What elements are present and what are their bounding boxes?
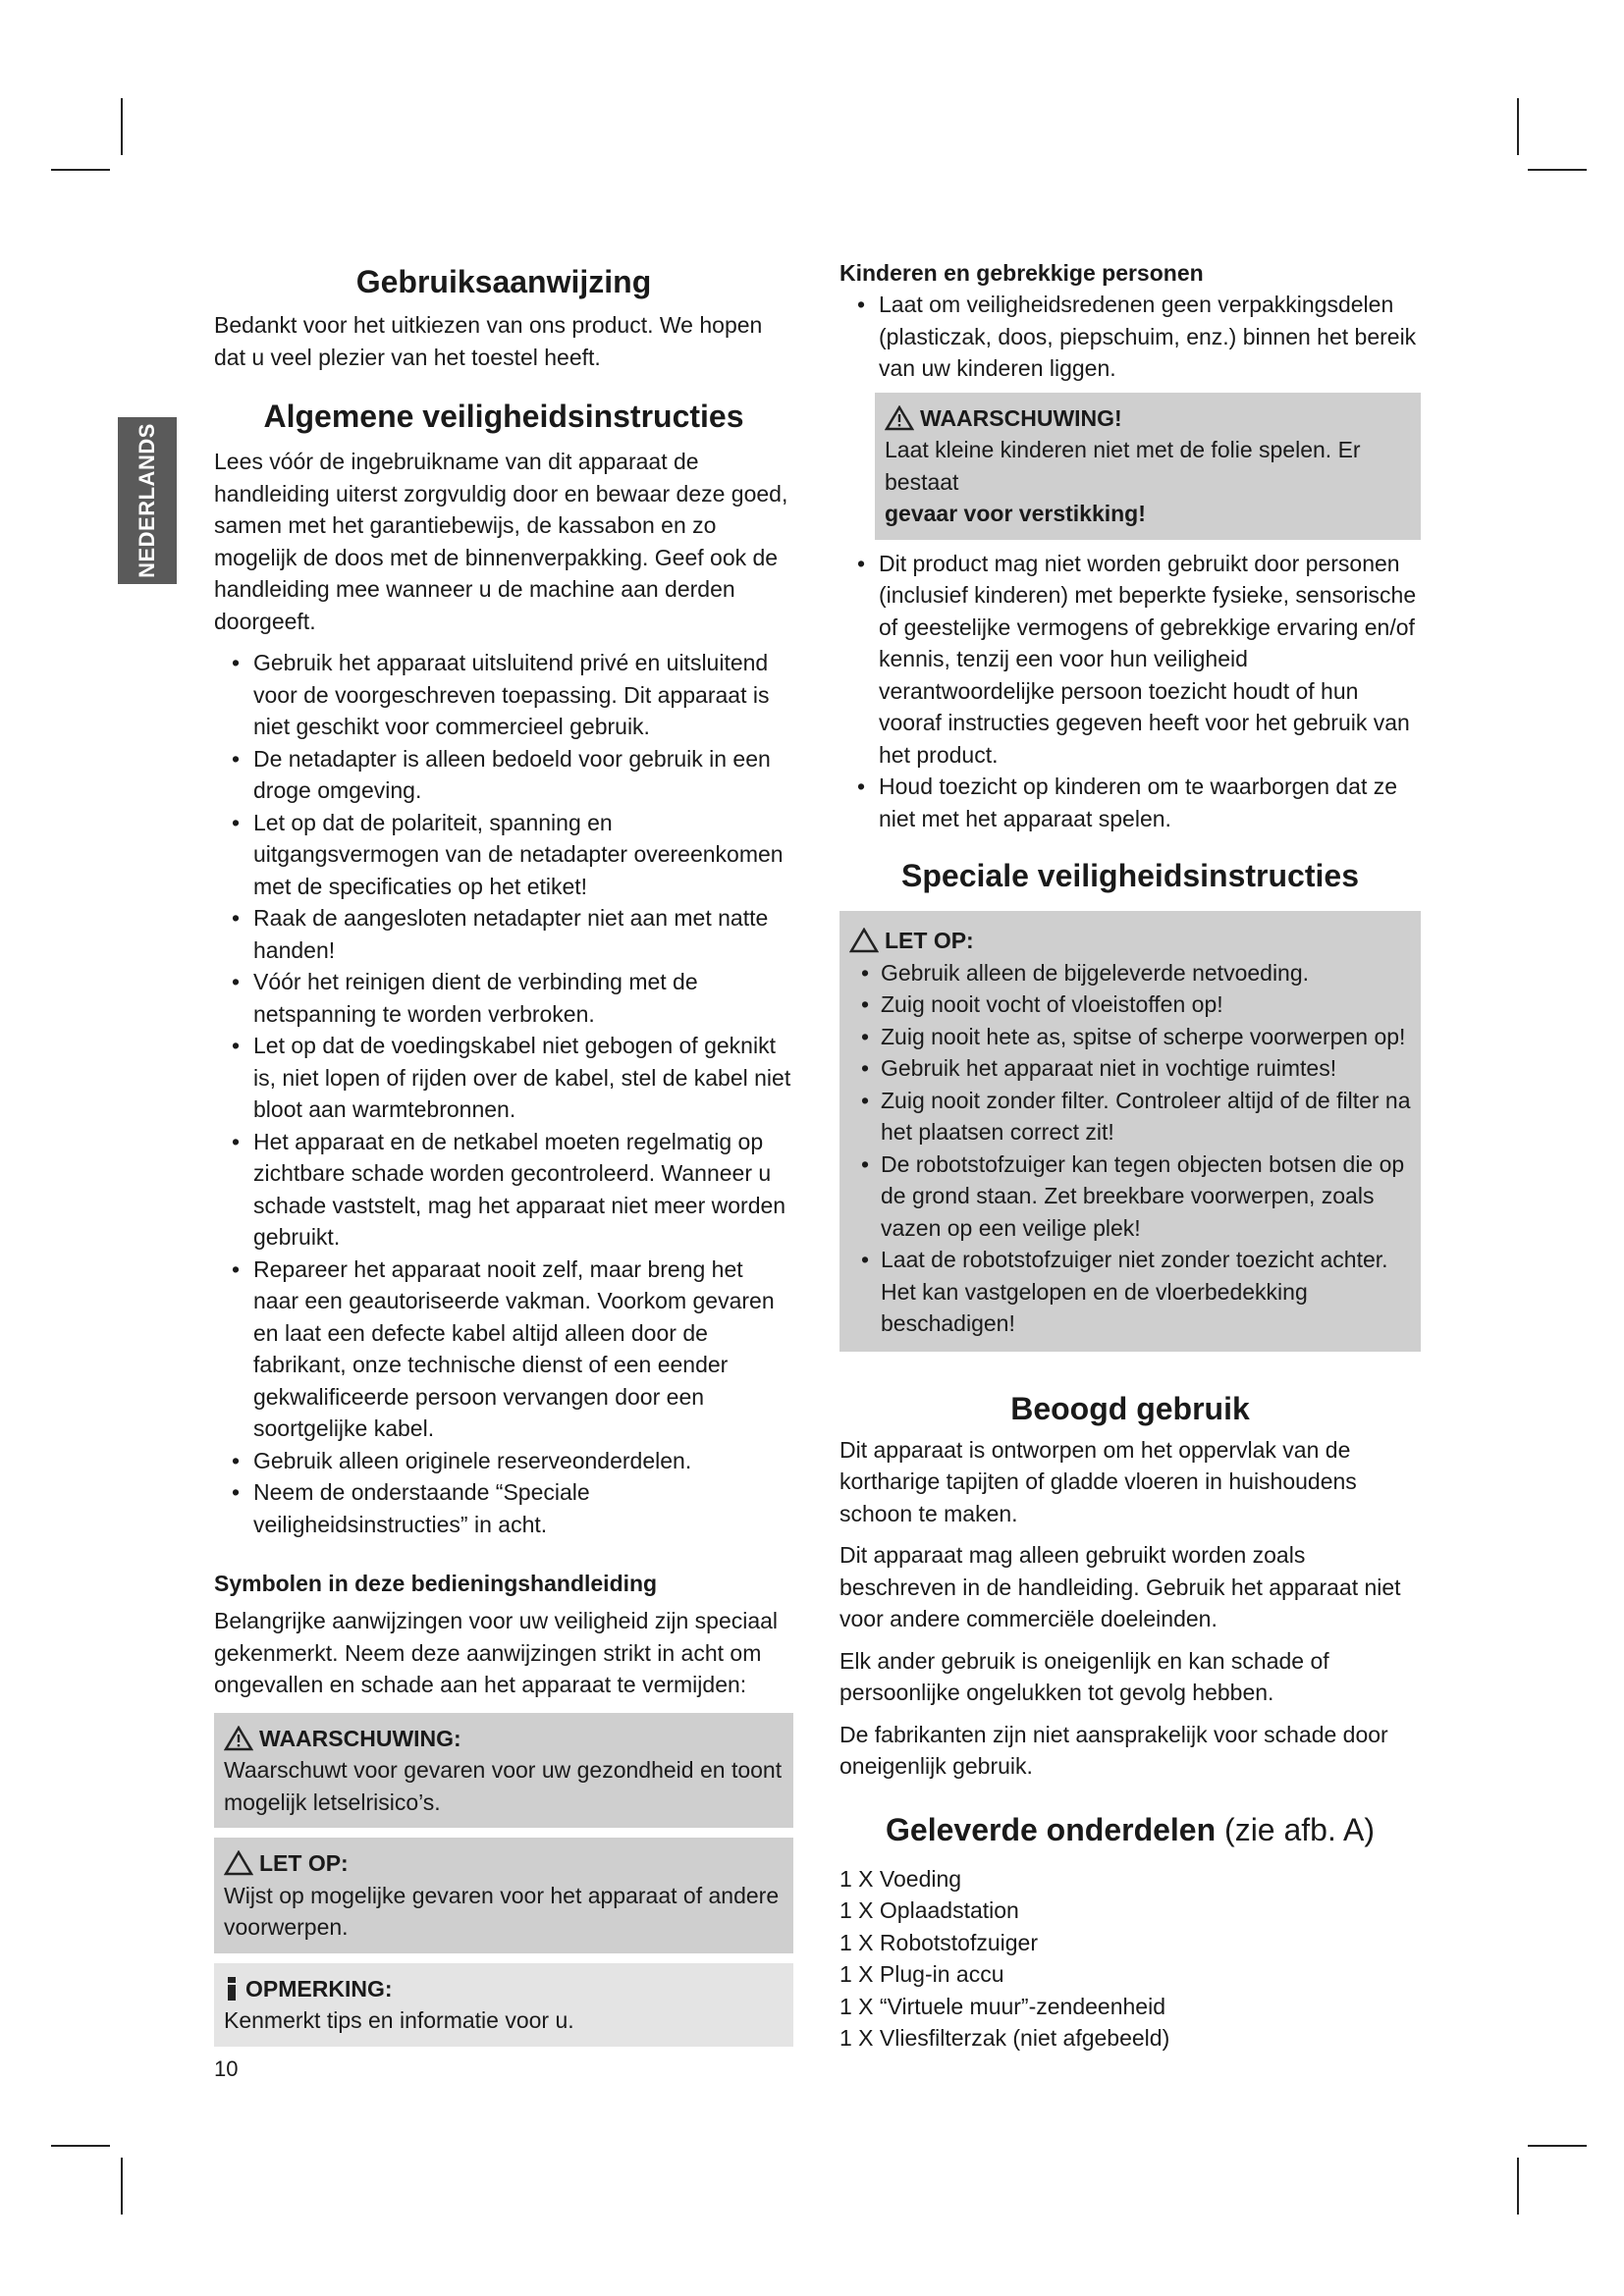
special-caution-box [839, 911, 1421, 1352]
child-warning-bold: gevaar voor verstikking! [885, 501, 1146, 526]
list-item: • Gebruik het apparaat uitsluitend privé en uitsluitend voor de voorgeschreven toepassing. Dit apparaat is niet geschikt voor commercieel gebruik. [214, 647, 793, 743]
left-column [214, 255, 793, 2047]
list-item: • De netadapter is alleen bedoeld voor gebruik in een droge omgeving. [214, 743, 793, 807]
intended-para: Elk ander gebruik is oneigenlijk en kan schade of persoonlijke ongelukken tot gevolg hebben. [839, 1647, 1329, 1705]
list-item: 1 X Oplaadstation [839, 1897, 1019, 1923]
list-item: • Het apparaat en de netkabel moeten regelmatig op zichtbare schade worden gecontroleerd. Wanneer u schade vaststelt, mag het apparaat niet meer worden gebruikt. [214, 1126, 793, 1254]
warning-box [214, 1713, 793, 1829]
crop-mark [121, 2158, 123, 2215]
safety-heading: Algemene veiligheidsinstructies [263, 399, 744, 434]
child-warning-box [875, 393, 1421, 540]
child-warning-text: Laat kleine kinderen niet met de folie spelen. Er bestaat [885, 437, 1361, 495]
list-item: • Zuig nooit zonder filter. Controleer altijd of de filter na het plaatsen correct zit! [849, 1085, 1411, 1148]
crop-mark [51, 169, 110, 171]
intended-heading: Beoogd gebruik [1010, 1390, 1250, 1426]
caution-triangle-icon [224, 1850, 253, 1876]
list-item: 1 X Voeding [839, 1865, 962, 1892]
page-number: 10 [214, 2056, 239, 2081]
list-item: • Vóór het reinigen dient de verbinding met de netspanning te worden verbroken. [214, 966, 793, 1030]
crop-mark [1517, 98, 1519, 155]
list-item: 1 X Robotstofzuiger [839, 1929, 1039, 1955]
crop-mark [1528, 169, 1587, 171]
intended-para: Dit apparaat is ontworpen om het oppervlak van de kortharige tapijten of gladde vloeren in huishoudens schoon te maken. [839, 1436, 1357, 1526]
note-text: Kenmerkt tips en informatie voor u. [224, 2007, 574, 2033]
special-box-title: LET OP: [885, 928, 974, 953]
caution-box [214, 1838, 793, 1953]
special-heading: Speciale veiligheidsinstructies [901, 858, 1359, 893]
caution-triangle-icon [849, 928, 879, 953]
list-item: • Gebruik alleen de bijgeleverde netvoeding. [849, 957, 1411, 989]
warning-triangle-icon [885, 405, 914, 431]
note-title: OPMERKING: [245, 1975, 393, 2002]
symbols-text: Belangrijke aanwijzingen voor uw veiligheid zijn speciaal gekenmerkt. Neem deze aanwijzingen strikt in acht om ongevallen en schade aan het apparaat te vermijden: [214, 1608, 779, 1697]
list-item: 1 X “Virtuele muur”-zendeenheid [839, 1993, 1165, 2019]
list-item: • Neem de onderstaande “Speciale veiligheidsinstructies” in acht. [214, 1476, 793, 1540]
list-item: • Gebruik alleen originele reserveonderdelen. [214, 1445, 793, 1477]
parts-list [839, 1863, 1421, 2055]
list-item: • Dit product mag niet worden gebruikt door personen (inclusief kinderen) met beperkte fysieke, sensorische of geestelijke vermogens of gebrekkige ervaring en/of kennis, tenzij een voor hun veiligheid verantwoordelijke persoon toezicht houdt of hun vooraf instructies gegeven heeft voor het gebruik van het product. [839, 548, 1421, 772]
intro-text: Bedankt voor het uitkiezen van ons product. We hopen dat u veel plezier van het toestel heeft. [214, 312, 763, 370]
child-warning-title: WAARSCHUWING! [920, 404, 1122, 431]
warning-text: Waarschuwt voor gevaren voor uw gezondheid en toont mogelijk letselrisico’s. [224, 1757, 783, 1815]
caution-title: LET OP: [259, 1850, 349, 1876]
crop-mark [1517, 2158, 1519, 2215]
intended-para: Dit apparaat mag alleen gebruikt worden zoals beschreven in de handleiding. Gebruik het apparaat niet voor andere commerciële doeleinden. [839, 1542, 1401, 1631]
special-list [849, 957, 1411, 1340]
children-heading: Kinderen en gebrekkige personen [839, 260, 1204, 286]
list-item: • Laat om veiligheidsredenen geen verpakkingsdelen (plasticzak, doos, piepschuim, enz.) binnen het bereik van uw kinderen liggen. [839, 289, 1421, 385]
language-tab [118, 417, 177, 584]
right-column [839, 255, 1421, 2055]
list-item: • Let op dat de voedingskabel niet gebogen of geknikt is, niet lopen of rijden over de kabel, stel de kabel niet bloot aan warmtebronnen. [214, 1030, 793, 1126]
list-item: 1 X Vliesfilterzak (niet afgebeeld) [839, 2025, 1170, 2051]
crop-mark [1528, 2145, 1587, 2147]
crop-mark [121, 98, 123, 155]
children-list-2 [839, 548, 1421, 835]
symbols-heading: Symbolen in deze bedieningshandleiding [214, 1571, 658, 1596]
list-item: • Let op dat de polariteit, spanning en uitgangsvermogen van de netadapter overeenkomen met de specificaties op het etiket! [214, 807, 793, 903]
crop-mark [51, 2145, 110, 2147]
safety-text: Lees vóór de ingebruikname van dit apparaat de handleiding uiterst zorgvuldig door en bewaar deze goed, samen met het garantiebewijs, de kassabon en zo mogelijk de doos met de binnenverpakking. Geef ook de handleiding mee wanneer u de machine aan derden doorgeeft. [214, 449, 788, 634]
note-box [214, 1963, 793, 2047]
warning-title: WAARSCHUWING: [259, 1725, 461, 1751]
children-list-1 [839, 289, 1421, 385]
intended-para: De fabrikanten zijn niet aansprakelijk voor schade door oneigenlijk gebruik. [839, 1721, 1388, 1779]
list-item: • Zuig nooit vocht of vloeistoffen op! [849, 988, 1411, 1021]
list-item: • Raak de aangesloten netadapter niet aan met natte handen! [214, 902, 793, 966]
list-item: • Gebruik het apparaat niet in vochtige ruimtes! [849, 1052, 1411, 1085]
list-item: • Laat de robotstofzuiger niet zonder toezicht achter. Het kan vastgelopen en de vloerbedekking beschadigen! [849, 1244, 1411, 1340]
list-item: • De robotstofzuiger kan tegen objecten botsen die op de grond staan. Zet breekbare voorwerpen, zoals vazen op een veilige plek! [849, 1148, 1411, 1245]
intro-heading: Gebruiksaanwijzing [355, 264, 652, 299]
parts-title: Geleverde onderdelen [886, 1811, 1217, 1847]
language-tab-label: NEDERLANDS [135, 423, 160, 578]
list-item: • Zuig nooit hete as, spitse of scherpe voorwerpen op! [849, 1021, 1411, 1053]
parts-heading [839, 1808, 1421, 1851]
warning-triangle-icon [224, 1726, 253, 1751]
parts-title-suffix: (zie afb. A) [1224, 1811, 1375, 1847]
list-item: 1 X Plug-in accu [839, 1961, 1004, 1987]
info-icon [224, 1976, 240, 2002]
safety-list [214, 647, 793, 1540]
list-item: • Repareer het apparaat nooit zelf, maar breng het naar een geautoriseerde vakman. Voorkom gevaren en laat een defecte kabel altijd alleen door de fabrikant, onze technische dienst of een eender gekwalificeerde persoon vervangen door een soortgelijke kabel. [214, 1254, 793, 1445]
caution-text: Wijst op mogelijke gevaren voor het apparaat of andere voorwerpen. [224, 1882, 780, 1940]
list-item: • Houd toezicht op kinderen om te waarborgen dat ze niet met het apparaat spelen. [839, 771, 1421, 834]
